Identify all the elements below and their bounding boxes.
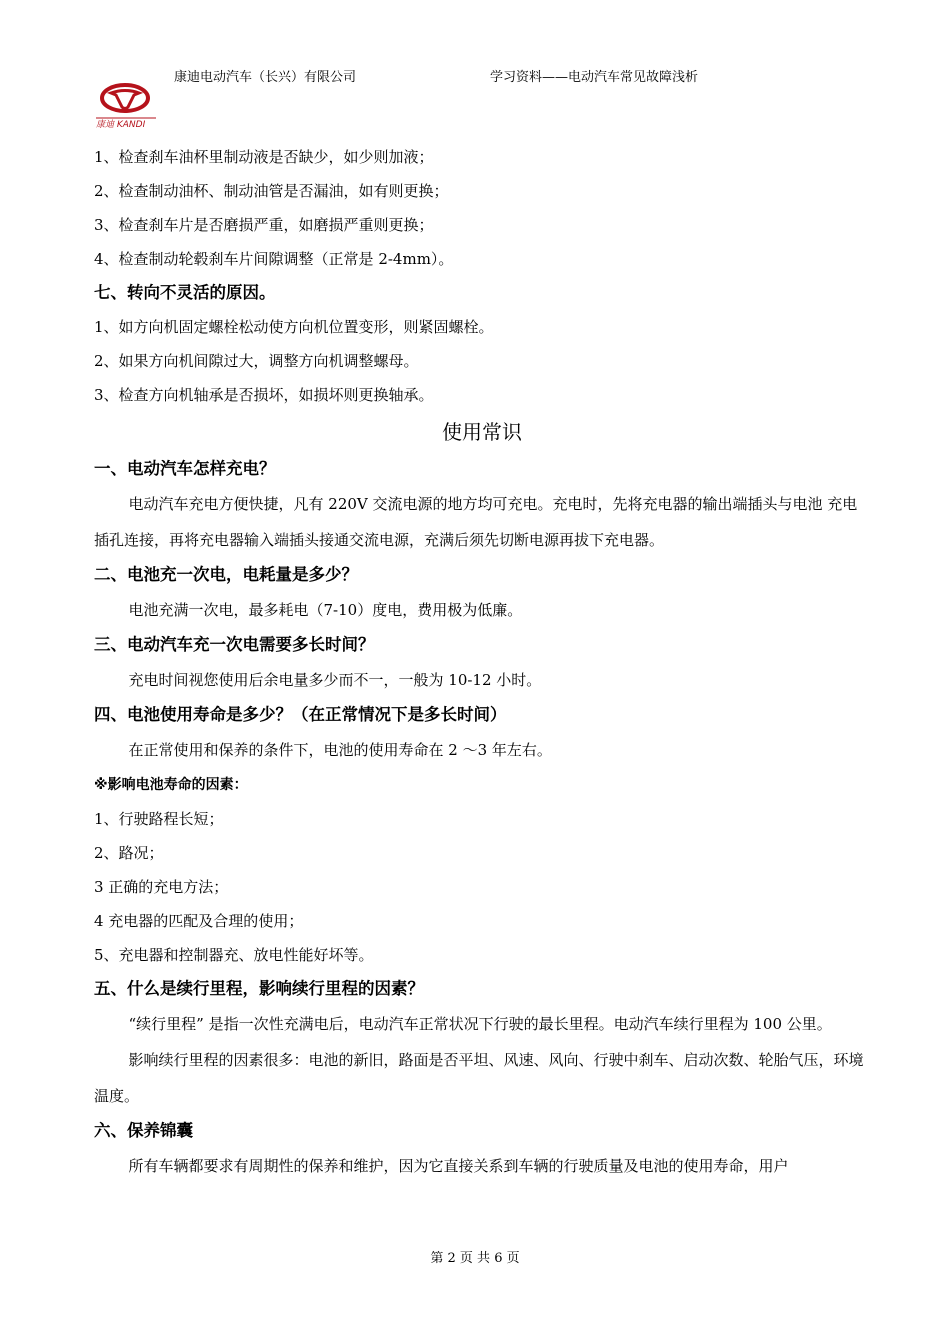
q6-text: 所有车辆都要求有周期性的保养和维护，因为它直接关系到车辆的行驶质量及电池的使用寿命，用户 — [128, 1157, 789, 1175]
q1-text: 电动汽车充电方便快捷，凡有 220V 交流电源的地方均可充电。充电时，先将充电器的输出端插头与电池 充电插孔连接，再将充电器输入端插头接通交流电源，充满后须先切断电源再拔下充电器。 — [94, 495, 858, 549]
page-footer: 第 2 页 共 6 页 — [430, 1251, 520, 1266]
kandi-logo-icon — [94, 82, 158, 128]
document-body — [94, 140, 870, 1184]
battery-factor-item: 4 充电器的匹配及合理的使用； — [94, 912, 304, 930]
q4-text: 在正常使用和保养的条件下，电池的使用寿命在 2 ～3 年左右。 — [128, 741, 552, 759]
q5-text-1: “续行里程” 是指一次性充满电后，电动汽车正常状况下行驶的最长里程。电动汽车续行里程为 100 公里。 — [128, 1015, 832, 1033]
brake-check-item: 2、检查制动油杯、制动油管是否漏油，如有则更换； — [94, 182, 449, 200]
usage-title: 使用常识 — [442, 420, 522, 444]
battery-factor-item: 1、行驶路程长短； — [94, 810, 224, 828]
brake-check-item: 1、检查刹车油杯里制动液是否缺少，如少则加液； — [94, 148, 434, 166]
q6-heading: 六、保养锦囊 — [94, 1121, 193, 1140]
steering-item: 2、如果方向机间隙过大，调整方向机调整螺母。 — [94, 352, 419, 370]
battery-factor-item: 5、充电器和控制器充、放电性能好坏等。 — [94, 946, 374, 964]
q1-heading: 一、电动汽车怎样充电？ — [94, 459, 276, 478]
battery-factor-item: 2、路况； — [94, 844, 164, 862]
brake-check-item: 4、检查制动轮毂刹车片间隙调整（正常是 2-4mm）。 — [94, 250, 454, 268]
steering-heading: 七、转向不灵活的原因。 — [94, 283, 276, 302]
q2-text: 电池充满一次电，最多耗电（7-10）度电，费用极为低廉。 — [128, 601, 523, 619]
q5-text-2: 影响续行里程的因素很多：电池的新旧，路面是否平坦、风速、风向、行驶中刹车、启动次数、轮胎气压，环境温度。 — [94, 1051, 864, 1105]
brake-check-item: 3、检查刹车片是否磨损严重，如磨损严重则更换； — [94, 216, 434, 234]
q4-heading: 四、电池使用寿命是多少？（在正常情况下是多长时间） — [94, 705, 507, 724]
q3-heading: 三、电动汽车充一次电需要多长时间？ — [94, 635, 375, 654]
kandi-logo — [94, 82, 158, 128]
q2-heading: 二、电池充一次电，电耗量是多少？ — [94, 565, 358, 584]
logo-text: 康迪 KANDI — [96, 120, 146, 128]
q3-text: 充电时间视您使用后余电量多少而不一，一般为 10-12 小时。 — [128, 671, 542, 689]
steering-item: 3、检查方向机轴承是否损坏，如损坏则更换轴承。 — [94, 386, 434, 404]
header-company: 康迪电动汽车（长兴）有限公司 — [174, 70, 357, 85]
battery-life-note: ※影响电池寿命的因素： — [94, 777, 248, 793]
battery-factor-item: 3 正确的充电方法； — [94, 878, 229, 896]
header-doc-title: 学习资料——电动汽车常见故障浅析 — [490, 70, 699, 85]
q5-heading: 五、什么是续行里程，影响续行里程的因素？ — [94, 979, 424, 998]
steering-item: 1、如方向机固定螺栓松动使方向机位置变形，则紧固螺栓。 — [94, 318, 494, 336]
